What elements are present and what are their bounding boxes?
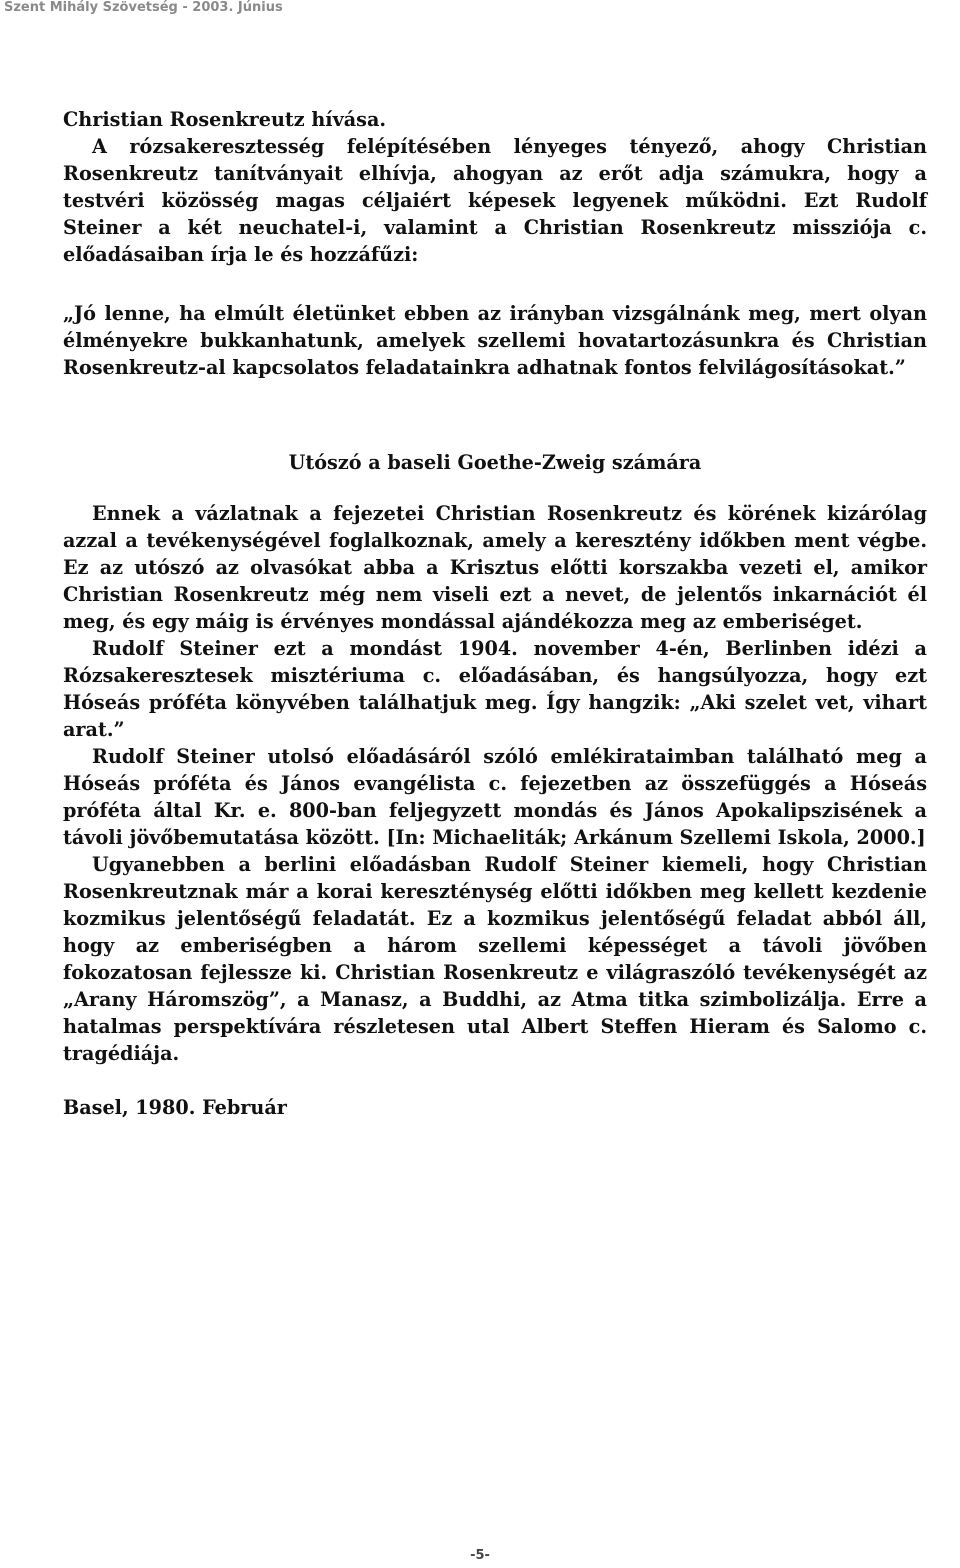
paragraph-5: Ugyanebben a berlini előadásban Rudolf Steiner kiemeli, hogy Christian Rosenkreutznak már a korai kereszténység előtti időkben meg kellett kezdenie kozmikus jelentőségű feladatát. Ez a kozmikus jelentőségű feladat abból áll, hogy az emberiségben a három szellemi képességet a távoli jövőben fokozatosan fejlessze ki. Christian Rosenkreutz e világraszóló tevékenységét az „Arany Háromszög”, a Manasz, a Buddhi, az Atma titka szimbolizálja. Erre a hatalmas perspektívára részletesen utal Albert Steffen Hieram és Salomo c. tragédiája. — [63, 853, 927, 1065]
running-header: Szent Mihály Szövetség - 2003. Június — [4, 0, 283, 15]
page-number: -5- — [470, 1548, 490, 1563]
section-title: Utószó a baseli Goethe-Zweig számára — [288, 451, 702, 474]
signature-line: Basel, 1980. Február — [63, 1096, 287, 1119]
paragraph-1: A rózsakeresztesség felépítésében lényeges tényező, ahogy Christian Rosenkreutz tanítványait elhívja, ahogyan az erőt adja számukra, hogy a testvéri közösség magas céljaiért képesek legyenek működni. Ezt Rudolf Steiner a két neuchatel-i, valamint a Christian Rosenkreutz missziója c. előadásaiban írja le és hozzáfűzi: — [63, 135, 927, 266]
paragraph-2: Ennek a vázlatnak a fejezetei Christian Rosenkreutz és körének kizárólag azzal a tevékenységével foglalkoznak, amely a keresztény időkben ment végbe. Ez az utószó az olvasókat abba a Krisztus előtti korszakba vezeti el, amikor Christian Rosenkreutz még nem viseli ezt a nevet, de jelentős inkarnációt él meg, és egy máig is érvényes mondással ajándékozza meg az emberiséget. — [63, 502, 927, 633]
quotation: „Jó lenne, ha elmúlt életünket ebben az irányban vizsgálnánk meg, mert olyan élményekre bukkanhatunk, amelyek szellemi hovatartozásunkra és Christian Rosenkreutz-al kapcsolatos feladatainkra adhatnak fontos felvilágosításokat.” — [63, 302, 927, 379]
page-body — [63, 106, 927, 1121]
paragraph-4: Rudolf Steiner utolsó előadásáról szóló emlékirataimban található meg a Hóseás próféta és János evangélista c. fejezetben az összefüggés a Hóseás próféta által Kr. e. 800-ban feljegyzett mondás és János Apokalipszisének a távoli jövőbemutatása között. [In: Michaeliták; Arkánum Szellemi Iskola, 2000.] — [63, 745, 927, 849]
chapter-heading-line: Christian Rosenkreutz hívása. — [63, 108, 387, 131]
paragraph-3: Rudolf Steiner ezt a mondást 1904. november 4-én, Berlinben idézi a Rózsakeresztesek misztériuma c. előadásában, és hangsúlyozza, hogy ezt Hóseás próféta könyvében találhatjuk meg. Így hangzik: „Aki szelet vet, vihart arat.” — [63, 637, 927, 741]
